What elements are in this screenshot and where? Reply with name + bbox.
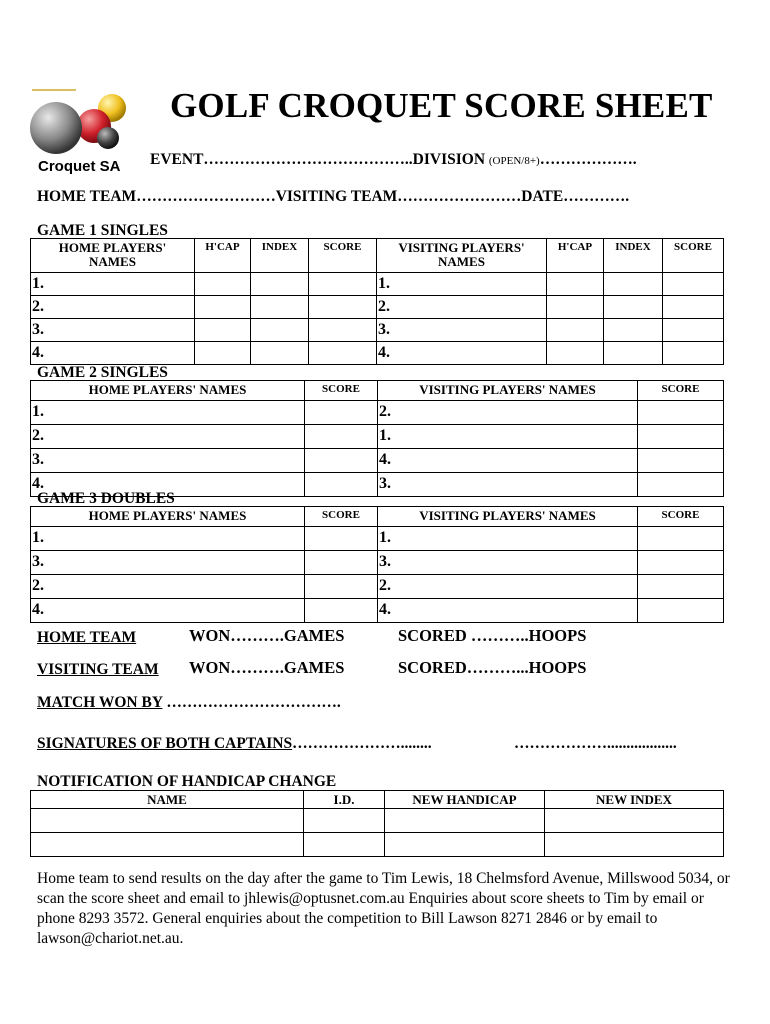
signature-dots-2: ……………….................. — [514, 735, 677, 752]
game1-table — [30, 238, 724, 365]
match-won-by-label: MATCH WON BY — [37, 694, 163, 711]
handicap-name-header: NAME — [31, 791, 304, 809]
visiting-won-games: WON……….GAMES — [189, 658, 345, 677]
team-date-line — [37, 188, 629, 206]
g1-home-names-header: HOME PLAYERS' NAMES — [31, 239, 195, 273]
home-team-dots: ……………………… — [136, 188, 276, 205]
game3-table — [30, 506, 724, 623]
table-row — [31, 319, 724, 342]
g3-home-num[interactable]: 2. — [31, 575, 305, 599]
g2-home-num[interactable]: 2. — [31, 425, 305, 449]
g2-home-names-header: HOME PLAYERS' NAMES — [31, 381, 305, 401]
table-row — [31, 833, 724, 857]
table-row — [31, 401, 724, 425]
g1-visiting-num[interactable]: 4. — [377, 342, 547, 365]
g1-home-score-header: SCORE — [309, 239, 377, 273]
table-row — [31, 599, 724, 623]
g2-home-num[interactable]: 1. — [31, 401, 305, 425]
game2-table — [30, 380, 724, 497]
table-row — [31, 342, 724, 365]
g3-visiting-num[interactable]: 2. — [378, 575, 638, 599]
match-won-by-line — [37, 694, 341, 712]
g2-visiting-num[interactable]: 1. — [378, 425, 638, 449]
home-won-games: WON……….GAMES — [189, 626, 345, 645]
g2-home-num[interactable]: 3. — [31, 449, 305, 473]
table-row — [31, 527, 724, 551]
game2-title: GAME 2 SINGLES — [37, 364, 168, 381]
handicap-table — [30, 790, 724, 857]
visiting-scored-hoops: SCORED………...HOOPS — [398, 658, 587, 677]
g2-visiting-num[interactable]: 2. — [378, 401, 638, 425]
visiting-team-label: VISITING TEAM — [275, 188, 398, 205]
table-row — [31, 296, 724, 319]
g1-visiting-score-header: SCORE — [663, 239, 724, 273]
g2-visiting-num[interactable]: 4. — [378, 449, 638, 473]
g2-visiting-num[interactable]: 3. — [378, 473, 638, 497]
g3-visiting-score-header: SCORE — [638, 507, 724, 527]
division-label: DIVISION — [412, 151, 486, 168]
game1-title: GAME 1 SINGLES — [37, 222, 168, 239]
table-row — [31, 425, 724, 449]
g3-home-num[interactable]: 1. — [31, 527, 305, 551]
g3-visiting-names-header: VISITING PLAYERS' NAMES — [378, 507, 638, 527]
signature-dots-1: …………………........ — [292, 735, 432, 752]
footer-instructions: Home team to send results on the day after the game to Tim Lewis, 18 Chelmsford Avenue, Millswood 5034, or scan the score sheet and email to jhlewis@optusnet.com.au Enquiries about score sheets to Tim by email or phone 8293 3572. General enquiries about the competition to Bill Lawson 8271 2846 or by email to lawson@chariot.net.au. — [37, 870, 730, 947]
g1-visiting-num[interactable]: 3. — [377, 319, 547, 342]
signatures-line — [37, 735, 432, 753]
g1-visiting-index-header: INDEX — [604, 239, 663, 273]
handicap-new-handicap-header: NEW HANDICAP — [385, 791, 545, 809]
page-title: GOLF CROQUET SCORE SHEET — [170, 86, 713, 125]
g1-visiting-num[interactable]: 1. — [377, 273, 547, 296]
table-row — [31, 575, 724, 599]
visiting-team-result-label: VISITING TEAM — [37, 661, 159, 678]
g3-home-names-header: HOME PLAYERS' NAMES — [31, 507, 305, 527]
g3-home-score-header: SCORE — [305, 507, 378, 527]
handicap-title: NOTIFICATION OF HANDICAP CHANGE — [37, 773, 337, 790]
match-won-by-dots: ……………………………. — [166, 694, 341, 711]
table-row — [31, 449, 724, 473]
g1-visiting-num[interactable]: 2. — [377, 296, 547, 319]
croquet-sa-logo-text: Croquet SA — [38, 158, 121, 175]
g1-home-num[interactable]: 2. — [31, 296, 195, 319]
event-division-line — [150, 151, 637, 169]
g1-visiting-names-header: VISITING PLAYERS' NAMES — [377, 239, 547, 273]
division-dots: ………………. — [539, 151, 637, 168]
g2-home-num[interactable]: 4. — [31, 473, 305, 497]
g1-visiting-hcap-header: H'CAP — [547, 239, 604, 273]
home-team-result-label: HOME TEAM — [37, 629, 137, 646]
date-label: DATE — [521, 188, 564, 205]
g3-visiting-num[interactable]: 3. — [378, 551, 638, 575]
g1-home-hcap-header: H'CAP — [195, 239, 251, 273]
g2-home-score-header: SCORE — [305, 381, 378, 401]
handicap-new-index-header: NEW INDEX — [545, 791, 724, 809]
g3-home-num[interactable]: 4. — [31, 599, 305, 623]
table-row — [31, 551, 724, 575]
home-team-label: HOME TEAM — [37, 188, 137, 205]
division-note: (OPEN/8+) — [488, 155, 540, 167]
handicap-id-header: I.D. — [304, 791, 385, 809]
g1-home-num[interactable]: 1. — [31, 273, 195, 296]
g3-visiting-num[interactable]: 1. — [378, 527, 638, 551]
table-row — [31, 809, 724, 833]
g3-home-num[interactable]: 3. — [31, 551, 305, 575]
home-scored-hoops: SCORED ………..HOOPS — [398, 626, 587, 645]
g2-visiting-names-header: VISITING PLAYERS' NAMES — [378, 381, 638, 401]
date-dots: …………. — [563, 188, 630, 205]
g1-home-num[interactable]: 4. — [31, 342, 195, 365]
signatures-label: SIGNATURES OF BOTH CAPTAINS — [37, 735, 293, 752]
g2-visiting-score-header: SCORE — [638, 381, 724, 401]
g1-home-index-header: INDEX — [251, 239, 309, 273]
visiting-team-dots: …………………… — [397, 188, 522, 205]
game3-title: GAME 3 DOUBLES — [37, 490, 175, 507]
g3-visiting-num[interactable]: 4. — [378, 599, 638, 623]
event-dots: ………………………………….. — [203, 151, 413, 168]
g1-home-num[interactable]: 3. — [31, 319, 195, 342]
table-row — [31, 273, 724, 296]
event-label: EVENT — [150, 151, 204, 168]
